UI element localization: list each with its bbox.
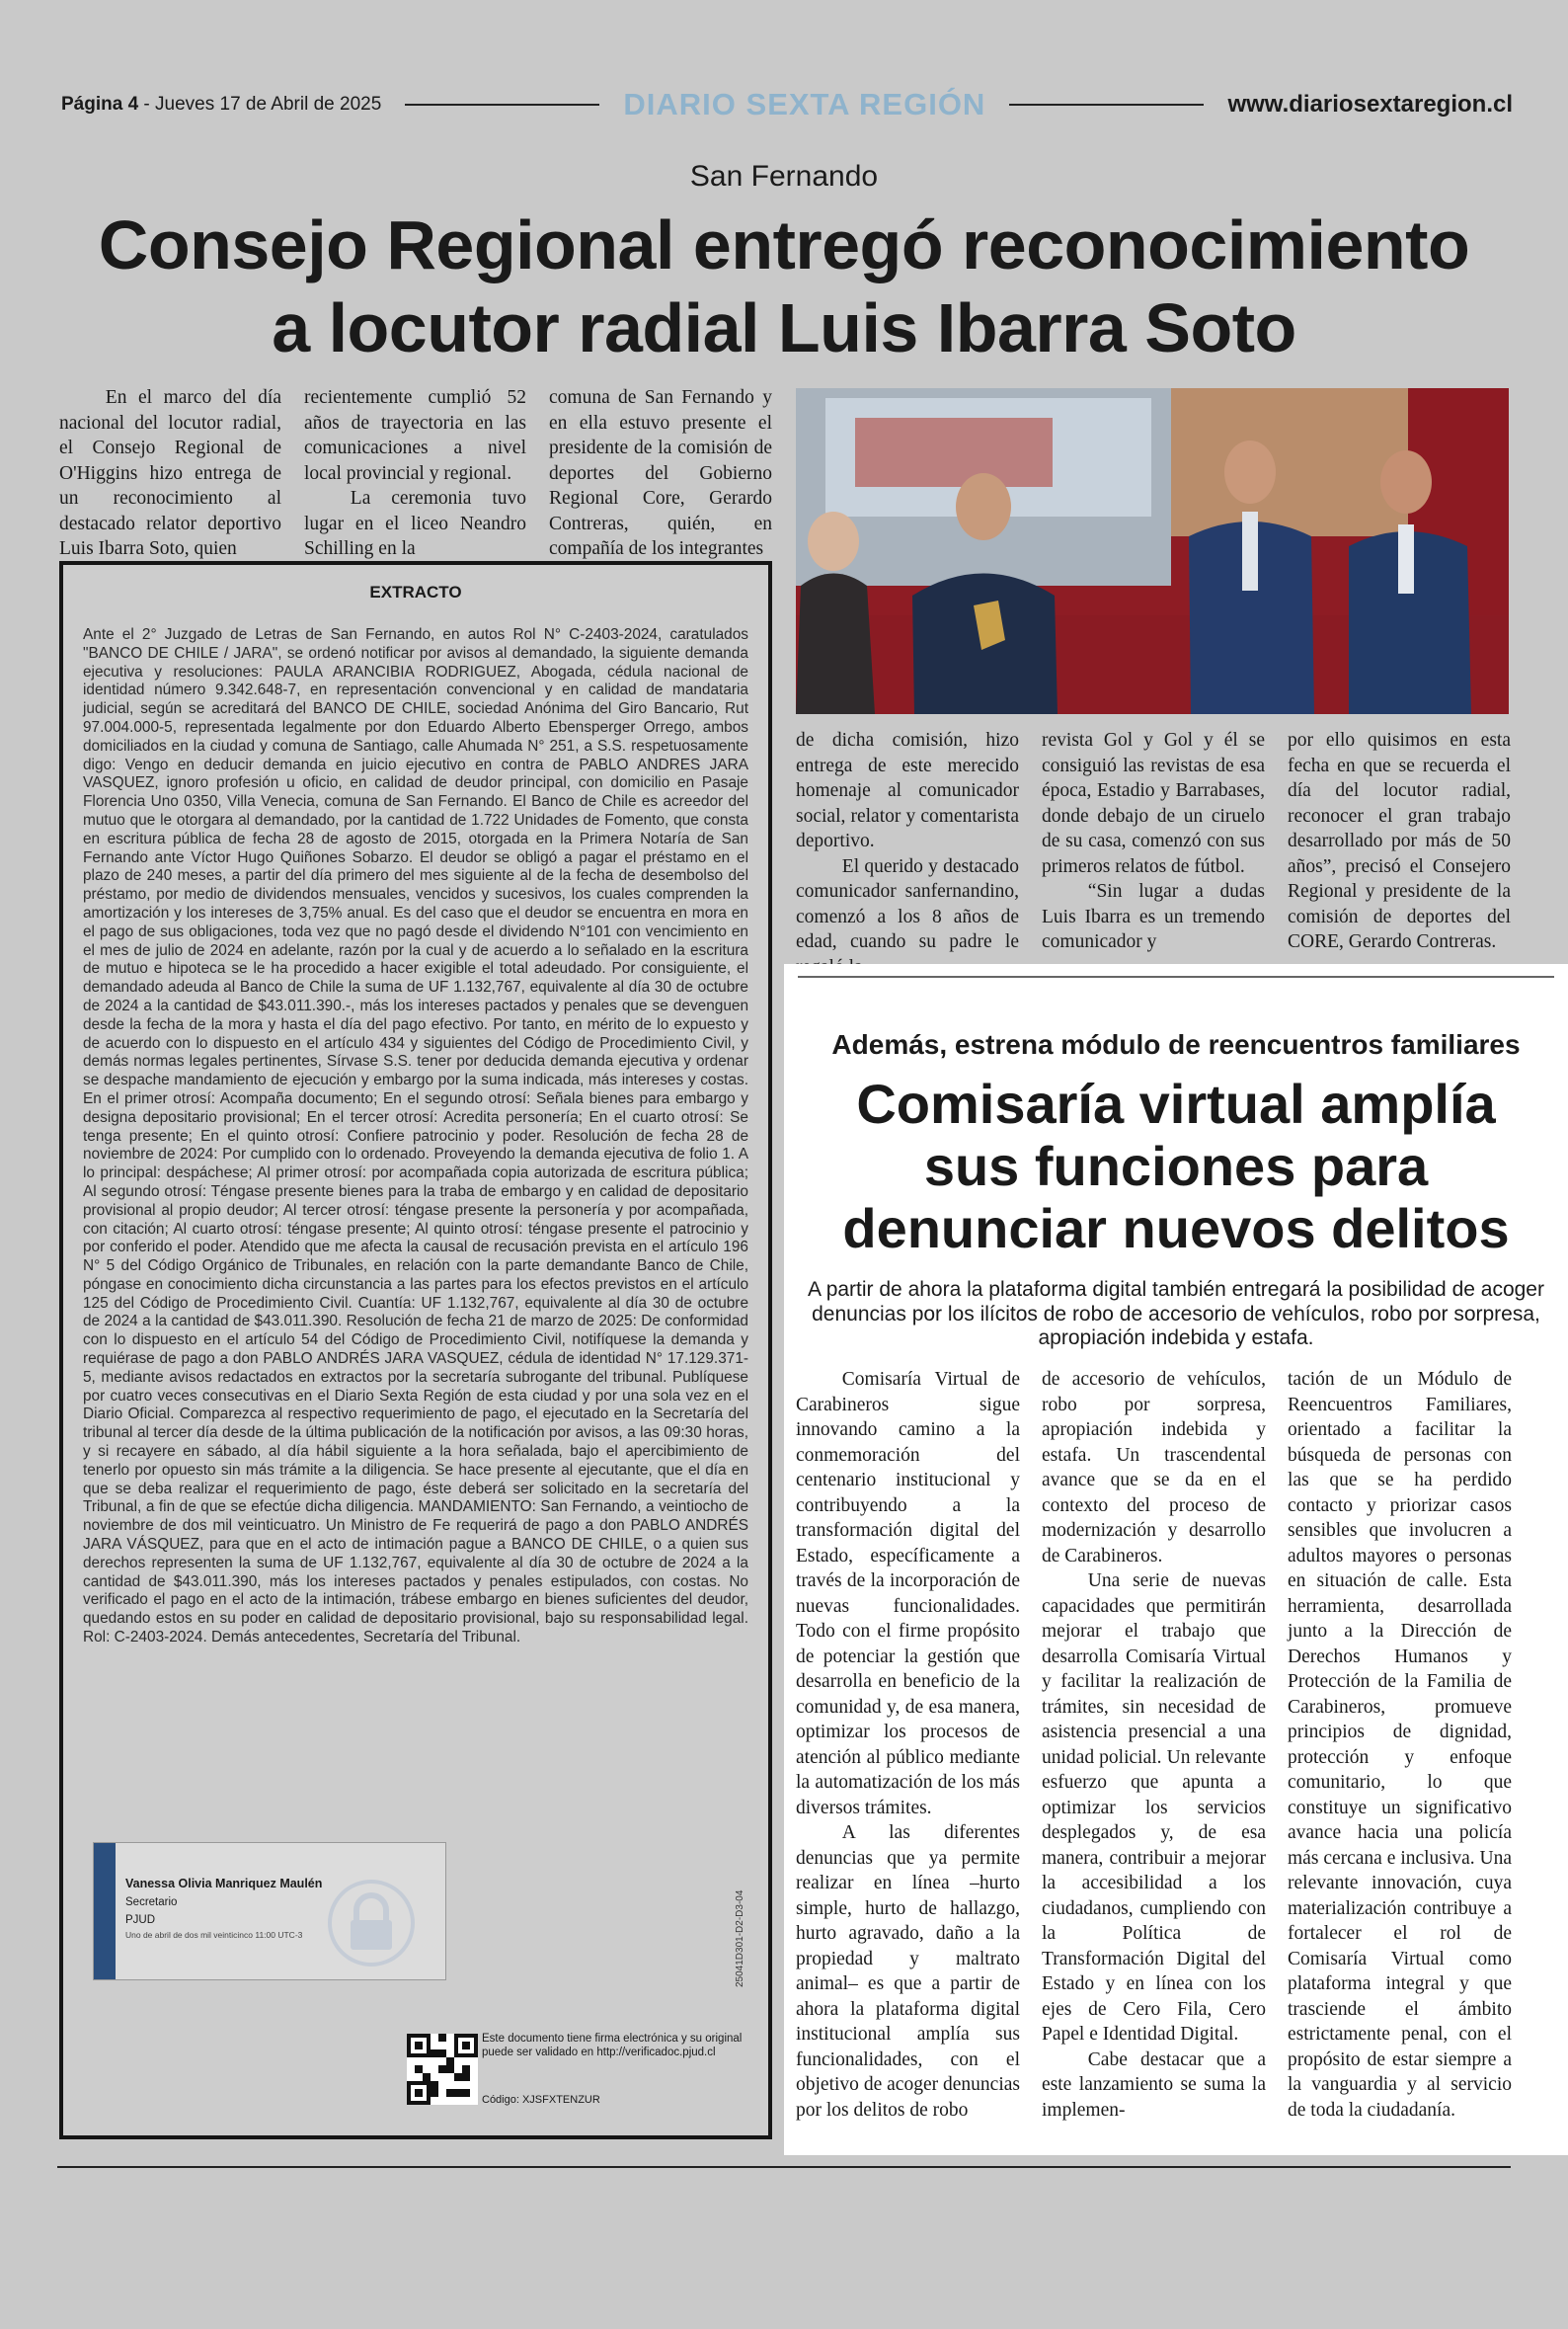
- article2-headline: [784, 1073, 1568, 1259]
- article2-col2: [1042, 1367, 1266, 2123]
- article2-headline-line2: sus funciones para: [923, 1135, 1429, 1197]
- legal-notice-body: Ante el 2° Juzgado de Letras de San Fernando, en autos Rol N° C-2403-2024, caratulados "BANCO DE CHILE / JARA", se ordenó notificar por avisos al demandado, la siguiente demanda ejecutiva y resoluciones: PAULA ARANCIBIA RODRIGUEZ, Abogada, cédula nacional de identidad número 9.342.648-7, en representación convencional y en calidad de mandataria judicial, según se acreditará del BANCO DE CHILE, sociedad Anónima del Giro Bancario, Rut 97.004.000-5, representada legalmente por don Eduardo Alberto Ebensperger Orrego, ambos domiciliados en la ciudad y comuna de Santiago, calle Ahumada N° 251, a S.S. respetuosamente digo: Vengo en deducir demanda en juicio ejecutivo en contra de PABLO ANDRES JARA VASQUEZ, ignoro profesión u oficio, en calidad de deudor principal, con domicilio en Pasaje Florencia Uno 0350, Villa Venecia, comuna de San Fernando. El Banco de Chile es acreedor del mutuo que le otorgara al demandado, por la cantidad de 1.722 Unidades de Fomento, que consta en escritura pública de fecha 28 de agosto de 2015, otorgada en la Primera Notaría de San Fernando ante Víctor Hugo Quiñones Sobarzo. El deudor se obligó a pagar el préstamo en el plazo de 240 meses, a partir del día primero del mes siguiente al de la fecha de desembolso del préstamo, por medio de dividendos mensuales, vencidos y sucesivos, los cuales comprenden la amortización y los intereses de 3,75% anual. Es del caso que el deudor se encuentra en mora en el pago de sus obligaciones, toda vez que no pagó desde el dividendo N°101 con vencimiento en el mes de julio de 2024 en adelante, razón por la cual y de acuerdo a lo señalado en la escritura de mutuo e hipoteca se le ha procedido a hacer exigible el total adeudado. Por consiguiente, el demandado adeuda al Banco de Chile la suma de UF 1.132,767, equivalente al día 30 de octubre de 2024 a la cantidad de $43.011.390.-, más los intereses pactados y penales que se devenguen desde la fecha de la mora y hasta el día del pago efectivo. Por tanto, en mérito de lo expuesto y de acuerdo con lo dispuesto en el artículo 434 y siguientes del Código de Procedimiento Civil, y demás normas legales pertinentes, Sírvase S.S. tener por deducida demanda ejecutiva y ordenar se despache mandamiento de ejecución y embargo por la suma indicada, más intereses y costas. En el primer otrosí: Acompaña documento; En el segundo otrosí: Señala bienes para embargo y designa depositario provisional; En el tercer otrosí: Acredita personería; En el cuarto otrosí: Se tenga presente; En el quinto otrosí: Confiere patrocinio y poder. Resolución de fecha 28 de noviembre de 2024: Por cumplido con lo ordenado. Proveyendo la demanda ejecutiva de folio 1. A lo principal: despáchese; Al primer otrosí: por acompañada copia autorizada de escritura pública; Al segundo otrosí: Téngase presente bienes para la traba de embargo y en calidad de depositario provisional al propio deudor; Al tercer otrosí: téngase presente la personería y por acompañada, con citación; Al cuarto otrosí: téngase presente; Al quinto otrosí: téngase presente el patrocinio y por conferido el poder. Atendido que me afecta la causal de recusación prevista en el artículo 196 N° 5 del Código Orgánico de Tribunales, en relación con la parte demandante Banco de Chile, póngase en conocimiento dicha circunstancia a las partes para los efectos previstos en el artículo 125 del Código de Procedimiento Civil. Cuantía: UF 1.132,767, equivalente al día 30 de octubre de 2024 a la cantidad de $43.011.390. Resolución de fecha 21 de marzo de 2025: De conformidad con lo dispuesto en el artículo 54 del Código de Procedimiento Civil, notifíquese la demanda y requiérase de pago a don PABLO ANDRÉS JARA VASQUEZ, cédula de identidad N° 17.129.371-5, mediante avisos redactados en extractos por la secretaría subrogante del tribunal. Publíquese por cuatro veces consecutivas en el Diario Sexta Región de esta ciudad y por una sola vez en el Diario Oficial. Comparezca al respectivo requerimiento de pago, el ejecutado en la Secretaría del tribunal al tercer día desde de la última publicación de la notificación por avisos, a las 09:30 horas, y si recayere en sábado, al día hábil siguiente a la hora señalada, bajo el apercibimiento de tenerlo por opuesto sin más trámite a la diligencia. Se hace presente al ejecutante, que el día en que se deba realizar el requerimiento de pago, éste deberá ser solicitado en la secretaría del Tribunal, a fin de que se efectúe dicha diligencia. MANDAMIENTO: San Fernando, a veintiocho de noviembre de dos mil veinticuatro. Un Ministro de Fe requerirá de pago a don PABLO ANDRÉS JARA VÁSQUEZ, para que en el acto de intimación pague a BANCO DE CHILE, o a quien sus derechos representen la suma de UF 1.132,767, equivalente al día 30 de octubre de 2024 a la cantidad de $43.011.390, más los intereses pactados y penales estipulados, con costas. No verificado el pago en el acto de la intimación, trábese embargo en bienes suficientes del deudor, quedando estos en su poder en calidad de depositario provisional, bajo su responsabilidad legal. Rol: C-2403-2024. Demás antecedentes, Secretaría del Tribunal.: [83, 626, 748, 1646]
- article1-col2-text-a: recientemente cumplió 52 años de trayectoria en las comunicaciones a nivel local provincial y regional.: [304, 387, 526, 484]
- ceremony-photo: [796, 388, 1509, 714]
- article1-col2: [304, 385, 526, 562]
- article1-headline-line1: Consejo Regional entregó reconocimiento: [98, 206, 1470, 283]
- article2-col2-text-c: Cabe destacar que a este lanzamiento se suma la implemen-: [1042, 2048, 1266, 2121]
- article1-col6: [1288, 728, 1511, 955]
- article2-headline-line1: Comisaría virtual amplía: [856, 1073, 1496, 1135]
- signature-bar: [94, 1843, 116, 1979]
- vertical-verification-code: 25041D301-D2-D3-04: [735, 1889, 745, 1987]
- article1-col1: [59, 385, 281, 562]
- article1-col4-text-b: El querido y destacado comunicador sanfernandino, comenzó a los 8 años de edad, cuando su padre le: [796, 855, 1019, 952]
- page-number: Página 4: [61, 94, 139, 115]
- masthead: DIARIO SEXTA REGIÓN: [623, 87, 986, 121]
- article2-col1-text-a: Comisaría Virtual de Carabineros sigue innovando camino a la conmemoración del centenario institucional y contribuyendo a la transformación digital del Estado, específicamente a través de la incorporación de nuevas funcionalidades. Todo con el firme propósito de potenciar la gestión que desarrolla en beneficio de la comunidad y, de esa manera, optimizar los procesos de atención al público mediante la automatización de los más diversos trámites.: [796, 1369, 1020, 1818]
- legal-notice-title: EXTRACTO: [369, 583, 462, 602]
- article2-box: [784, 964, 1568, 2155]
- site-url: www.diariosextaregion.cl: [1227, 91, 1513, 118]
- signer-role: Secretario: [125, 1896, 178, 1908]
- lock-icon: [327, 1879, 416, 1968]
- verification-code: Código: XJSFXTENZUR: [482, 2094, 600, 2106]
- qr-code-icon: [407, 2034, 478, 2105]
- article2-col1: [796, 1367, 1020, 2123]
- article1-col5: [1042, 728, 1265, 955]
- signature-box: [93, 1842, 446, 1980]
- article1-col4-text-a: de dicha comisión, hizo entrega de este merecido homenaje al comunicador social, relator y comentarista deportivo.: [796, 730, 1019, 851]
- signature-date: Uno de abril de dos mil veinticinco 11:00 UTC-3: [125, 1930, 303, 1940]
- article1-col5-text-a: revista Gol y Gol y él se consiguió las revistas de esa época, Estadio y Barrabases, donde debajo de un ciruelo de su casa, comenzó con sus primeros relatos de fútbol.: [1042, 730, 1265, 877]
- article1-col1-text: En el marco del día nacional del locutor radial, el Consejo Regional de O'Higgins hizo entrega de un reconocimiento al destacado relator deportivo Luis Ibarra Soto, quien: [59, 387, 281, 559]
- article2-deck: A partir de ahora la plataforma digital también entregará la posibilidad de acoger denuncias por los ilícitos de robo de accesorio de vehículos, robo por sorpresa, apropiación indebida y estafa.: [808, 1278, 1544, 1349]
- article2-top-rule: [798, 976, 1554, 978]
- article2-col3: [1288, 1367, 1512, 2123]
- article1-headline-line2: a locutor radial Luis Ibarra Soto: [272, 289, 1296, 366]
- header-rule-left: [405, 104, 599, 106]
- signer-institution: PJUD: [125, 1914, 156, 1926]
- article1-col5-text-b: “Sin lugar a dudas Luis Ibarra es un tremendo comunicador y: [1042, 881, 1265, 952]
- page-header: [61, 87, 1513, 122]
- page-date: - Jueves 17 de Abril de 2025: [138, 94, 382, 115]
- article1-col3-text: comuna de San Fernando y en ella estuvo presente el presidente de la comisión de deportes del Gobierno Regional Core, Gerardo Contreras, quién, en compañía de los integrantes: [549, 387, 772, 559]
- footer-rule: [57, 2166, 1511, 2168]
- header-rule-right: [1009, 104, 1204, 106]
- article1-col3: [549, 385, 772, 562]
- article2-col3-text: tación de un Módulo de Reencuentros Familiares, orientado a facilitar la búsqueda de personas con las que se ha perdido contacto y priorizar casos sensibles que involucren a adultos mayores o personas en situación de calle. Esta herramienta, desarrollada junto a la Dirección de Derechos Humanos y Protección de la Familia de Carabineros, promueve principios de dignidad, protección y enfoque comunitario, lo que constituye un significativo avance hacia una policía más cercana e inclusiva. Una relevante innovación, cuya materialización contribuye a fortalecer el rol de Comisaría Virtual como plataforma integral y que trasciende el ámbito estrictamente penal, con el propósito de estar siempre a la vanguardia y al servicio de toda la ciudadanía.: [1288, 1369, 1512, 2121]
- article2-kicker: Además, estrena módulo de reencuentros familiares: [831, 1029, 1521, 1060]
- article2-col2-text-b: Una serie de nuevas capacidades que permitirán mejorar el trabajo que desarrolla Comisaría Virtual y facilitar la realización de trámites, sin necesidad de asistencia presencial a una unidad policial. Un relevante esfuerzo que apunta a optimizar los servicios desplegados y, de esa manera, contribuir a mejorar la accesibilidad a los ciudadanos, cumpliendo con la Política de Transformación Digital del Estado y en línea con los ejes de Cero Fila, Cero Papel e Identidad Digital.: [1042, 1570, 1266, 2045]
- article1-col4: [796, 728, 1019, 980]
- signer-name: Vanessa Olivia Manriquez Maulén: [125, 1877, 323, 1890]
- page-info: [61, 94, 381, 116]
- ceremony-photo-illustration: [796, 388, 1509, 714]
- verification-text: Este documento tiene firma electrónica y su original puede ser validado en http://verificadoc.pjud.cl: [482, 2033, 743, 2058]
- article1-headline: [39, 203, 1529, 369]
- legal-notice-box: [59, 561, 772, 2139]
- article1-col2-text-b: La ceremonia tuvo lugar en el liceo Neandro Schilling en la: [304, 488, 526, 559]
- article1-kicker: San Fernando: [689, 160, 879, 193]
- article2-col2-text-a: de accesorio de vehículos, robo por sorpresa, apropiación indebida y estafa. Un trascendental avance que se da en el contexto del proceso de modernización y desarrollo de Carabineros.: [1042, 1369, 1266, 1566]
- article2-headline-line3: denunciar nuevos delitos: [842, 1197, 1510, 1259]
- article1-col6-text: por ello quisimos en esta fecha en que se recuerda el día del locutor radial, reconocer el gran trabajo desarrollado por más de 50 años”, precisó el Consejero Regional y presidente de la comisión de deportes del CORE, Gerardo Contreras.: [1288, 730, 1511, 952]
- article2-col1-text-b: A las diferentes denuncias que ya permite realizar en línea –hurto simple, hurto de hallazgo, hurto agravado, daño a la propiedad y maltrato animal– es que a partir de ahora la plataforma digital institucional amplía sus funcionalidades, con el objetivo de acoger denuncias por los delitos de robo: [796, 1822, 1020, 2121]
